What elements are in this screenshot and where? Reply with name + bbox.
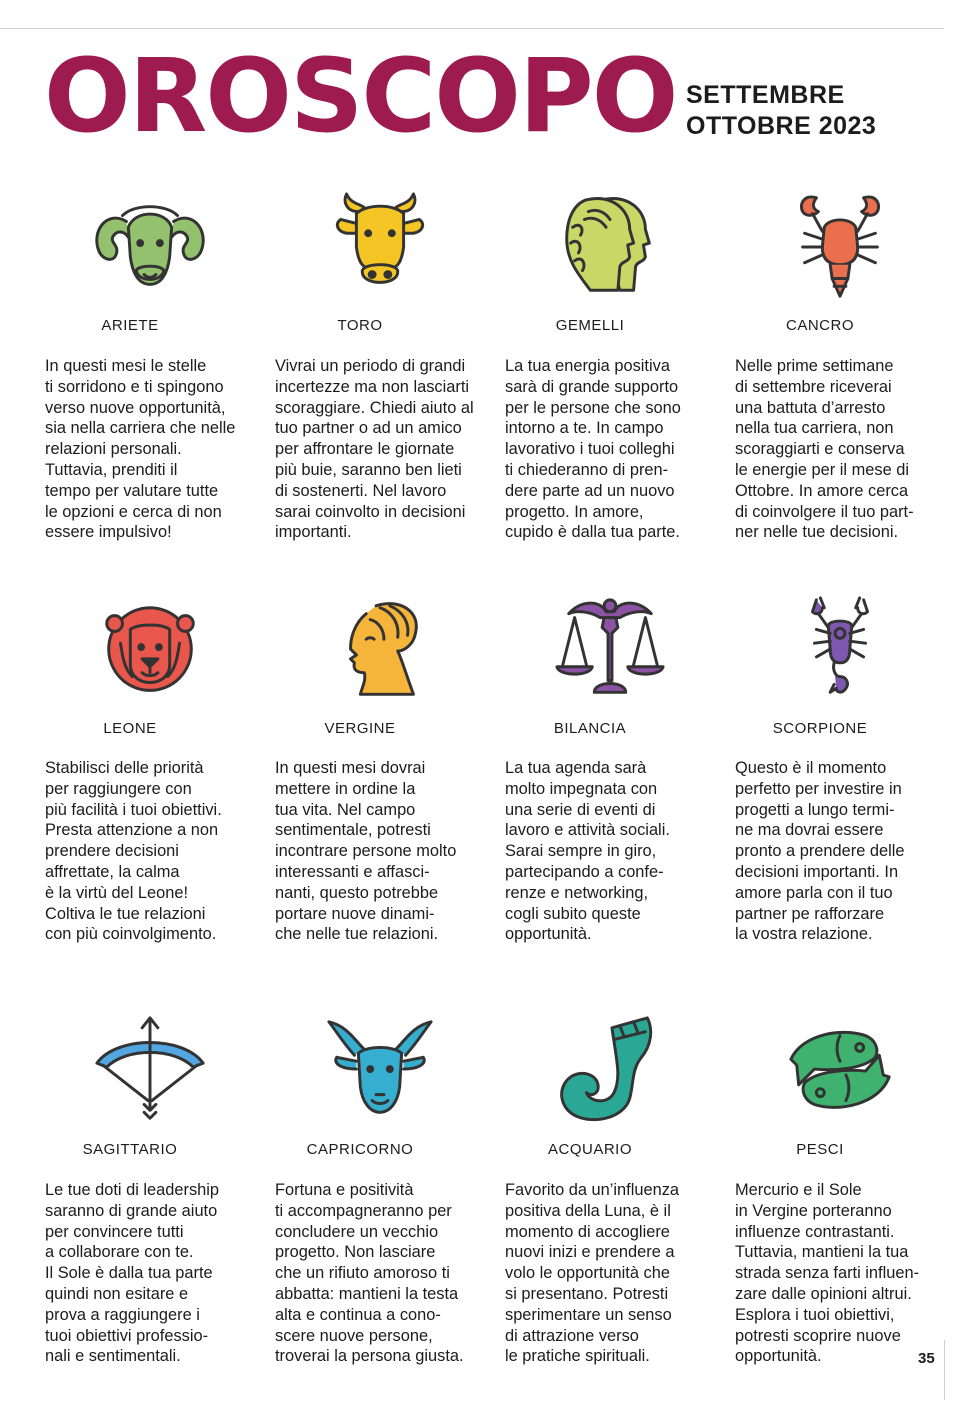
- scales-icon: [551, 594, 669, 712]
- sign-name: SAGITTARIO: [82, 1141, 178, 1158]
- top-divider: [0, 28, 944, 29]
- issue-date: [686, 80, 876, 142]
- sign-name: LEONE: [103, 720, 157, 737]
- sign-name: CAPRICORNO: [306, 1141, 414, 1158]
- page-number: 35: [918, 1350, 935, 1367]
- sign-forecast: Fortuna e positività ti accompagneranno per concludere un vecchio progetto. Non lasciare che un rifiuto amoroso ti abbatta: mantieni la testa alta e continua a cono- scere nuove persone, troverai la persona giusta.: [275, 1181, 464, 1366]
- sign-forecast: La tua agenda sarà molto impegnata con una serie di eventi di lavoro e attività sociali. Sarai sempre in giro, partecipando a confe- renze e networking, cogli subito queste opportunità.: [505, 759, 670, 944]
- sign-forecast: Le tue doti di leadership saranno di grande aiuto per convincere tutti a collaborare con te. Il Sole è dalla tua parte quindi non esitare e prova a raggiungere i tuoi obiettivi professio- nali e sentimentali.: [45, 1181, 220, 1366]
- sign-name: TORO: [337, 317, 383, 334]
- page-title: OROSCOPO: [44, 37, 677, 156]
- sign-name: GEMELLI: [555, 317, 625, 334]
- sign-forecast: Nelle prime settimane di settembre riceverai una battuta d’arresto nella tua carriera, non scoraggiarti e conserva le energie per il mese di Ottobre. In amore cerca di coinvolgere il tuo part- ner nelle tue decisioni.: [735, 357, 914, 542]
- sign-forecast: La tua energia positiva sarà di grande supporto per le persone che sono intorno a te. In campo lavorativo i tuoi colleghi ti chiederanno di pren- dere parte ad un nuovo progetto. In amore, cupido è dalla tua parte.: [505, 357, 681, 542]
- sign-name: SCORPIONE: [772, 720, 868, 737]
- sign-name: ARIETE: [101, 317, 159, 334]
- twins-profile-icon: [551, 188, 669, 306]
- sign-forecast: In questi mesi le stelle ti sorridono e ti spingono verso nuove opportunità, sia nella carriera che nelle relazioni personali. Tuttavia, prenditi il tempo per valutare tutte le opzioni e cerca di non essere impulsivo!: [45, 357, 236, 542]
- water-wave-icon: [551, 1014, 669, 1132]
- lion-face-icon: [91, 594, 209, 712]
- sign-forecast: Mercurio e il Sole in Vergine porteranno influenze contrastanti. Tuttavia, mantieni la tua strada senza farti influen- zare dalle opinioni altrui. Esplora i tuoi obiettivi, potresti scoprire nuove opportunità.: [735, 1181, 920, 1366]
- sign-forecast: Questo è il momento perfetto per investire in progetti a lungo termi- ne ma dovrai essere pronto a prendere delle decisioni importanti. In amore parla con il tuo partner pe rafforzare la vostra relazione.: [735, 759, 905, 944]
- sign-name: ACQUARIO: [547, 1141, 632, 1158]
- issue-months: SETTEMBRE: [686, 81, 845, 109]
- sign-forecast: Stabilisci delle priorità per raggiungere con più facilità i tuoi obiettivi. Presta attenzione a non prendere decisioni affrettate, la calma è la virtù del Leone! Coltiva le tue relazioni con più coinvolgimento.: [45, 759, 222, 944]
- bow-arrow-icon: [91, 1014, 209, 1132]
- sign-name: PESCI: [796, 1141, 844, 1158]
- goat-head-icon: [321, 1014, 439, 1132]
- sign-name: VERGINE: [324, 720, 396, 737]
- scorpion-icon: [781, 594, 899, 712]
- two-fish-icon: [781, 1014, 899, 1132]
- bull-head-icon: [321, 188, 439, 306]
- maiden-profile-icon: [321, 594, 439, 712]
- sign-forecast: Vivrai un periodo di grandi incertezze ma non lasciarti scoraggiare. Chiedi aiuto al tuo partner o ad un amico per affrontare le giornate più buie, saranno ben lieti di sostenerti. Nel lavoro sarai coinvolto in decisioni importanti.: [275, 357, 474, 542]
- sign-forecast: Favorito da un’influenza positiva della Luna, è il momento di accogliere nuovi inizi e prendere a volo le opportunità che si presentano. Potresti sperimentare un senso di attrazione verso le pratiche spirituali.: [505, 1181, 680, 1366]
- sign-name: BILANCIA: [553, 720, 627, 737]
- issue-months-year: OTTOBRE 2023: [686, 112, 877, 140]
- ram-head-icon: [91, 188, 209, 306]
- sign-forecast: In questi mesi dovrai mettere in ordine la tua vita. Nel campo sentimentale, potresti incontrare persone molto interessanti e affasci- nanti, questo potrebbe portare nuove dinami- che nelle tue relazioni.: [275, 759, 457, 944]
- crab-icon: [781, 188, 899, 306]
- sign-name: CANCRO: [785, 317, 854, 334]
